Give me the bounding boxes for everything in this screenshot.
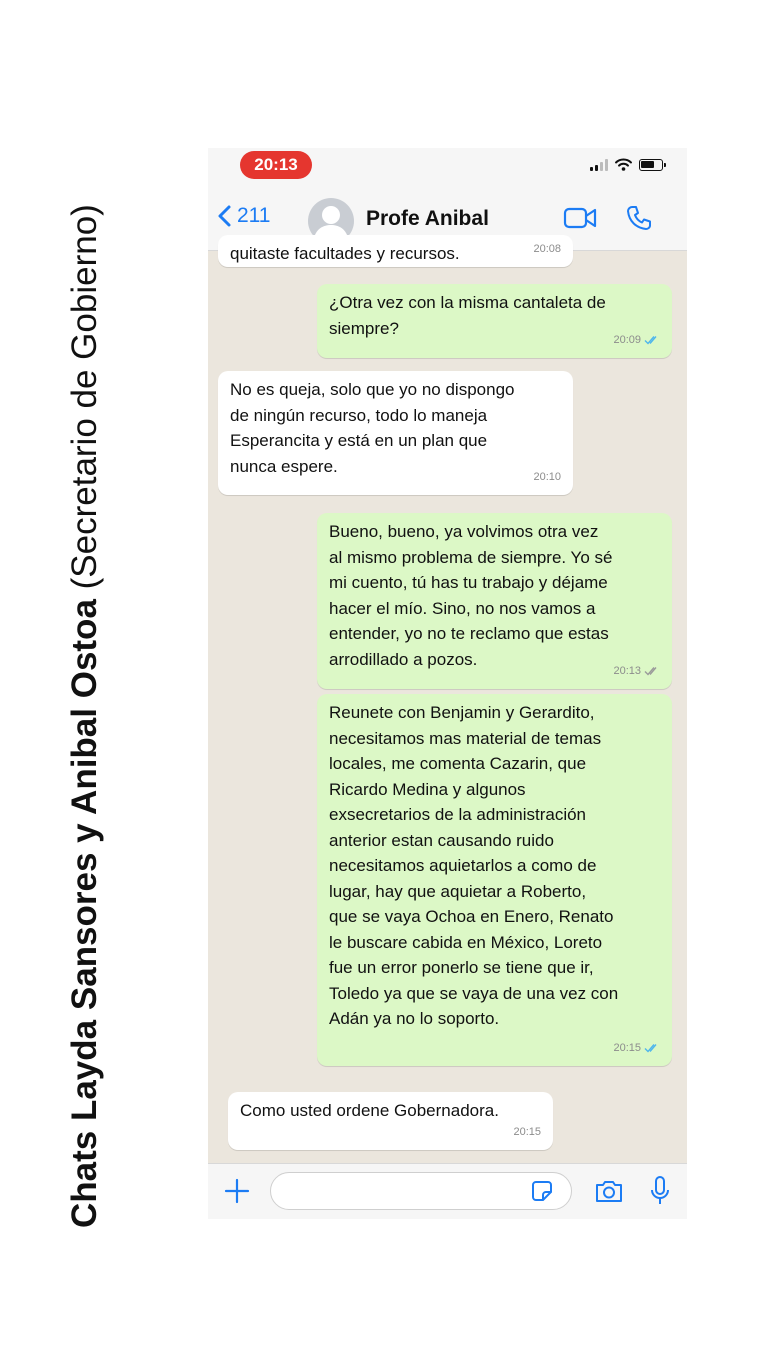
unread-count: 211: [237, 204, 271, 227]
message-text: ¿Otra vez con la misma cantaleta de siempre?: [329, 293, 606, 338]
message-meta: [613, 1036, 660, 1062]
chevron-left-icon: [218, 205, 231, 227]
read-ticks-icon: [644, 666, 660, 676]
message-list[interactable]: [208, 242, 687, 1163]
message-time: 20:13: [613, 664, 641, 677]
message-bubble[interactable]: [218, 235, 573, 267]
message-text: No es queja, solo que yo no dispongo de ningún recurso, todo lo maneja Esperancita y está en un plan que nunca espere.: [230, 380, 515, 476]
message-time: 20:15: [613, 1041, 641, 1054]
signal-icon: [590, 159, 608, 171]
message-time: 20:10: [533, 470, 561, 483]
plus-icon[interactable]: [224, 1178, 250, 1204]
battery-icon: [639, 159, 663, 171]
message-meta: [533, 465, 561, 491]
read-ticks-icon: [644, 1043, 660, 1053]
status-bar: [208, 148, 687, 190]
message-bubble[interactable]: [317, 694, 672, 1066]
wifi-icon: [615, 158, 632, 171]
contact-name[interactable]: Profe Anibal: [366, 207, 489, 230]
message-text: quitaste facultades y recursos.: [230, 244, 460, 263]
read-ticks-icon: [644, 335, 660, 345]
message-input[interactable]: [270, 1172, 572, 1210]
message-time: 20:15: [513, 1125, 541, 1138]
caption-subtitle: (Secretario de Gobierno): [65, 204, 104, 600]
page-caption: [63, 58, 107, 1228]
message-text: Como usted ordene Gobernadora.: [240, 1101, 499, 1120]
message-bubble[interactable]: [228, 1092, 553, 1150]
message-text: Bueno, bueno, ya volvimos otra vez al mismo problema de siempre. Yo sé mi cuento, tú has tu trabajo y déjame hacer el mío. Sino, no nos vamos a entender, yo no te reclamo que estas arrodillado a pozos.: [329, 522, 613, 669]
sticker-icon[interactable]: [530, 1179, 554, 1203]
message-meta: [533, 237, 561, 263]
status-icons: [590, 158, 663, 171]
message-bubble[interactable]: [317, 513, 672, 689]
message-time: 20:08: [533, 242, 561, 255]
message-meta: [613, 659, 660, 685]
microphone-icon[interactable]: [649, 1175, 671, 1207]
status-time: 20:13: [240, 151, 312, 179]
message-text: Reunete con Benjamin y Gerardito, necesitamos mas material de temas locales, me comenta Cazarin, que Ricardo Medina y algunos exsecretarios de la administración anterior estan causando ruido necesitamos aquietarlos a como de lugar, hay que aquietar a Roberto, que se vaya Ochoa en Enero, Renato le buscare cabida en México, Loreto fue un error ponerlo se tiene que ir, Toledo ya que se vaya de una vez con Adán ya no lo soporto.: [329, 703, 619, 1028]
back-button[interactable]: [218, 204, 270, 228]
composer-bar: [208, 1163, 687, 1219]
message-meta: [613, 328, 660, 354]
caption-title: Chats Layda Sansores y Anibal Ostoa: [65, 599, 104, 1228]
message-time: 20:09: [613, 333, 641, 346]
message-bubble[interactable]: [317, 284, 672, 358]
message-bubble[interactable]: [218, 371, 573, 495]
chat-screenshot: [208, 148, 687, 1218]
camera-icon[interactable]: [594, 1178, 624, 1204]
phone-icon[interactable]: [625, 204, 653, 232]
message-meta: [513, 1120, 541, 1146]
video-camera-icon[interactable]: [563, 206, 597, 230]
